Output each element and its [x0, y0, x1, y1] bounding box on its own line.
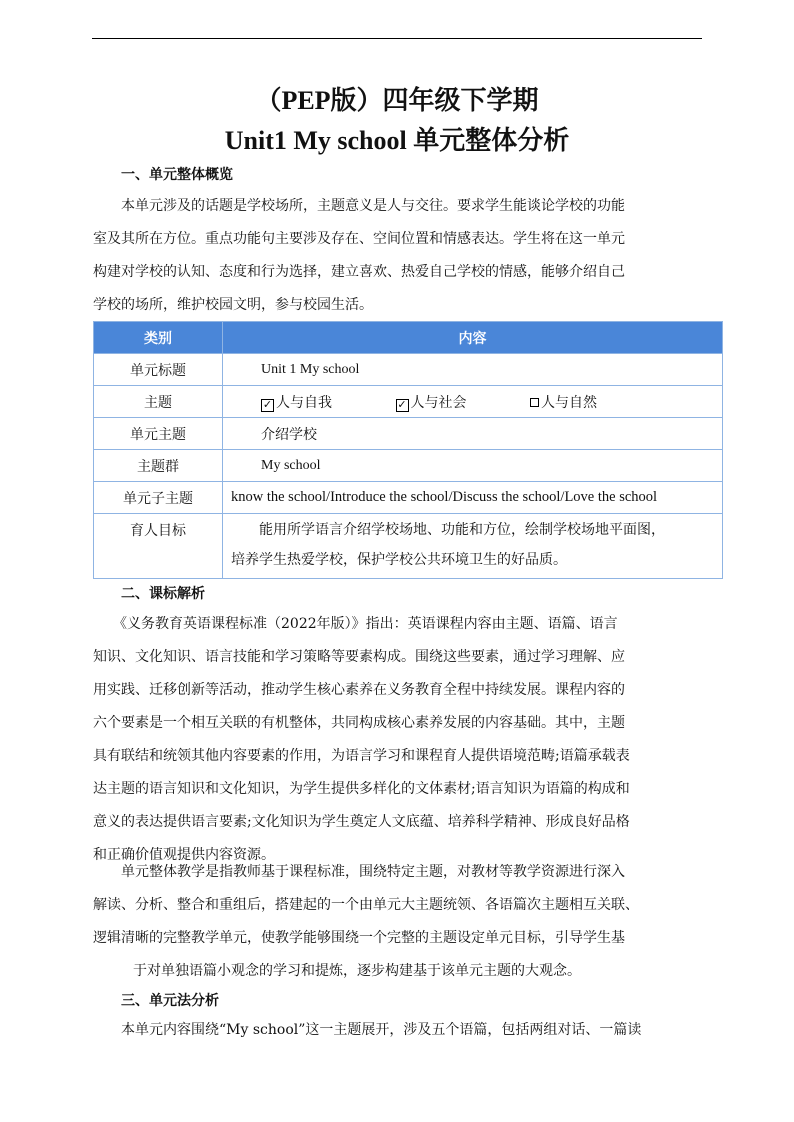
text-line: 逻辑清晰的完整教学单元，使教学能够围绕一个完整的主题设定单元目标，引导学生基	[93, 930, 625, 946]
value-line: 培养学生热爱学校，保护学校公共环境卫生的好品质。	[231, 553, 567, 568]
page-title-line2: Unit1 My school 单元整体分析	[224, 126, 570, 155]
table-header-category: 类别	[94, 322, 223, 354]
table-header-content: 内容	[223, 322, 723, 354]
row-label: 育人目标	[94, 514, 223, 579]
row-label: 单元子主题	[94, 482, 223, 514]
row-value: know the school/Introduce the school/Discuss the school/Love the school	[223, 482, 723, 514]
section3-heading: 三、单元法分析	[121, 993, 219, 1009]
section1-heading: 一、单元整体概览	[121, 167, 233, 183]
section3-paragraph	[93, 1014, 703, 1047]
text-line: 六个要素是一个相互关联的有机整体，共同构成核心素养发展的内容基础。其中，主题	[93, 715, 625, 731]
theme-option-label: 人与自我	[276, 395, 332, 411]
row-value: Unit 1 My school	[223, 354, 723, 386]
text-line: 达主题的语言知识和文化知识，为学生提供多样化的文体素材;语言知识为语篇的构成和	[93, 781, 630, 797]
section1-paragraph	[93, 190, 703, 322]
row-value: 介绍学校	[223, 418, 723, 450]
theme-option[interactable]	[396, 392, 467, 412]
theme-option[interactable]	[261, 392, 332, 412]
section2-heading: 二、课标解析	[121, 586, 205, 602]
table-row	[94, 514, 723, 579]
table-header-row	[94, 322, 723, 354]
theme-option-label: 人与自然	[541, 395, 597, 411]
text-line: 解读、分析、整合和重组后，搭建起的一个由单元大主题统领、各语篇次主题相互关联、	[93, 897, 639, 913]
text-line: 具有联结和统领其他内容要素的作用，为语言学习和课程育人提供语境范畴;语篇承载表	[93, 748, 630, 764]
page-title-line1: （PEP版）四年级下学期	[255, 86, 539, 115]
table-row	[94, 482, 723, 514]
unit-overview-table	[93, 321, 723, 579]
text-line: 和正确价值观提供内容资源。	[93, 847, 275, 863]
text-line: 单元整体教学是指教师基于课程标准，围绕特定主题，对教材等教学资源进行深入	[121, 864, 625, 880]
row-value	[223, 514, 723, 579]
row-value: My school	[223, 450, 723, 482]
section2-paragraph2	[93, 856, 703, 988]
theme-option[interactable]	[530, 392, 597, 412]
text-line: 构建对学校的认知、态度和行为选择，建立喜欢、热爱自己学校的情感，能够介绍自己	[93, 264, 625, 280]
text-line: 本单元涉及的话题是学校场所，主题意义是人与交往。要求学生能谈论学校的功能	[121, 198, 625, 214]
value-line: 能用所学语言介绍学校场地、功能和方位，绘制学校场地平面图，	[259, 523, 665, 538]
row-label: 单元标题	[94, 354, 223, 386]
text-line: 用实践、迁移创新等活动，推动学生核心素养在义务教育全程中持续发展。课程内容的	[93, 682, 625, 698]
unchecked-box-icon	[530, 398, 539, 407]
table-row	[94, 450, 723, 482]
text-line: 本单元内容围绕“My school”这一主题展开，涉及五个语篇，包括两组对话、一篇读	[121, 1022, 642, 1038]
theme-options	[223, 386, 723, 418]
text-line: 于对单独语篇小观念的学习和提炼，逐步构建基于该单元主题的大观念。	[133, 963, 581, 979]
row-label: 主题群	[94, 450, 223, 482]
text-line: 室及其所在方位。重点功能句主要涉及存在、空间位置和情感表达。学生将在这一单元	[93, 231, 625, 247]
row-label: 单元主题	[94, 418, 223, 450]
checked-box-icon: ✓	[262, 398, 273, 411]
table-row	[94, 386, 723, 418]
checked-box-icon: ✓	[397, 398, 407, 411]
theme-option-label: 人与社会	[410, 395, 467, 411]
text-line: 学校的场所，维护校园文明，参与校园生活。	[93, 297, 373, 313]
table-row	[94, 354, 723, 386]
text-line: 《义务教育英语课程标准（2022年版）》指出：英语课程内容由主题、语篇、语言	[113, 616, 618, 632]
section2-paragraph1	[93, 608, 703, 872]
header-rule	[92, 38, 702, 39]
row-label: 主题	[94, 386, 223, 418]
text-line: 知识、文化知识、语言技能和学习策略等要素构成。围绕这些要素，通过学习理解、应	[93, 649, 625, 665]
table-row	[94, 418, 723, 450]
text-line: 意义的表达提供语言要素;文化知识为学生奠定人文底蕴、培养科学精神、形成良好品格	[93, 814, 630, 830]
